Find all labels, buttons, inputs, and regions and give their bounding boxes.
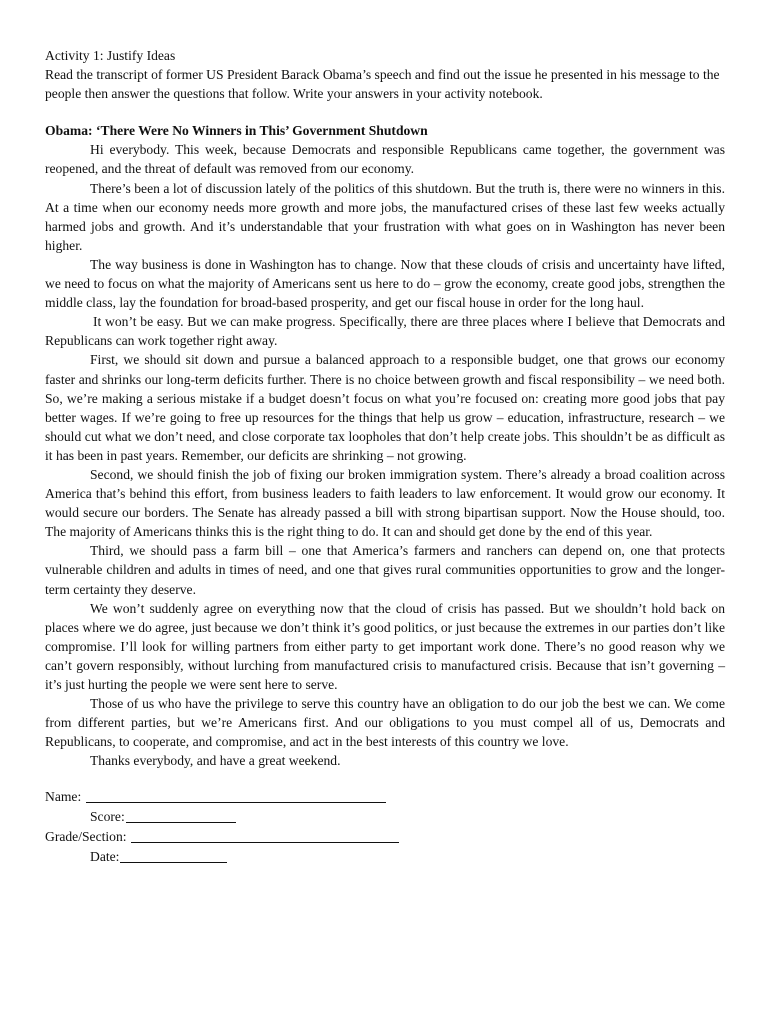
score-row: [45, 806, 725, 826]
score-blank-line[interactable]: [126, 808, 236, 823]
spacer: [45, 103, 725, 121]
worksheet-page: [45, 46, 725, 866]
name-label: Name:: [45, 789, 85, 805]
speech-paragraph-5: First, we should sit down and pursue a balanced approach to a responsible budget, one that grows our economy faster and shrinks our long-term deficits further. There is no choice between growth and fiscal responsibility – we need both. So, we’re making a serious mistake if a budget doesn’t focus on what you’re focused on: creating more good jobs that pay better wages. If we’re going to free up resources for the things that help us grow – education, infrastructure, research – we should cut what we don’t need, and close corporate tax loopholes that don’t help create jobs. This shouldn’t be as difficult as it has been in past years. Remember, our deficits are shrinking – not growing.: [45, 352, 725, 463]
speech-paragraph-4: It won’t be easy. But we can make progress. Specifically, there are three places where I believe that Democrats and Republicans can work together right away.: [45, 314, 725, 349]
date-label: Date:: [90, 848, 120, 864]
score-label: Score:: [90, 809, 125, 825]
name-row: [45, 786, 725, 806]
grade-section-label: Grade/Section:: [45, 829, 130, 845]
speech-paragraph-1: Hi everybody. This week, because Democrats and responsible Republicans came together, the government was reopened, and the threat of default was removed from our economy.: [45, 142, 725, 177]
speech-paragraph-8: We won’t suddenly agree on everything now that the cloud of crisis has passed. But we shouldn’t hold back on places where we do agree, just because we don’t think it’s good politics, or just because the extremes in our parties don’t like compromise. I’ll look for willing partners from either party to get important work done. There’s no good reason why we can’t govern responsibly, without lurching from manufactured crisis to manufactured crisis. Because that isn’t governing – it’s just hurting the people we were sent here to serve.: [45, 600, 725, 692]
speech-paragraph-7: Third, we should pass a farm bill – one that America’s farmers and ranchers can depend on, one that protects vulnerable children and adults in times of need, and one that gives rural communities opportunities to grow and the longer-term certainty they deserve.: [45, 543, 725, 597]
activity-heading: Activity 1: Justify Ideas: [45, 48, 176, 63]
name-blank-line[interactable]: [86, 788, 386, 803]
speech-paragraph-6: Second, we should finish the job of fixing our broken immigration system. There’s already a broad coalition across America that’s behind this effort, from business leaders to faith leaders to law enforcement. It would grow our economy. It would secure our borders. The Senate has already passed a bill with strong bipartisan support. Now the House should, too. The majority of Americans thinks this is the right thing to do. It can and should get done by the end of this year.: [45, 466, 725, 540]
activity-instructions: Read the transcript of former US President Barack Obama’s speech and find out the issue he presented in his message to the people then answer the questions that follow. Write your answers in your activity notebook.: [45, 67, 720, 102]
grade-section-blank-line[interactable]: [131, 828, 399, 843]
speech-paragraph-9: Those of us who have the privilege to serve this country have an obligation to do our job the best we can. We come from different parties, but we’re Americans first. And our obligations to you must compel all of us, Democrats and Republicans, to cooperate, and compromise, and act in the best interests of this country we love.: [45, 696, 725, 750]
grade-section-row: [45, 826, 725, 846]
speech-paragraph-3: The way business is done in Washington has to change. Now that these clouds of crisis and uncertainty have lifted, we need to focus on what the majority of Americans sent us here to do – grow the economy, create good jobs, strengthen the middle class, lay the foundation for broad-based prosperity, and get our fiscal house in order for the long haul.: [45, 256, 725, 311]
speech-title: Obama: ‘There Were No Winners in This’ Government Shutdown: [45, 123, 428, 139]
speech-paragraph-2: There’s been a lot of discussion lately of the politics of this shutdown. But the truth is, there were no winners in this. At a time when our economy needs more growth and more jobs, the manufactured crises of these last few weeks actually harmed jobs and growth. And it’s understandable that your frustration with what goes on in Washington has never been higher.: [45, 180, 725, 253]
date-row: [45, 846, 725, 866]
speech-paragraph-10: Thanks everybody, and have a great weekend.: [90, 753, 341, 769]
student-info-form: [45, 786, 725, 865]
date-blank-line[interactable]: [120, 848, 227, 863]
